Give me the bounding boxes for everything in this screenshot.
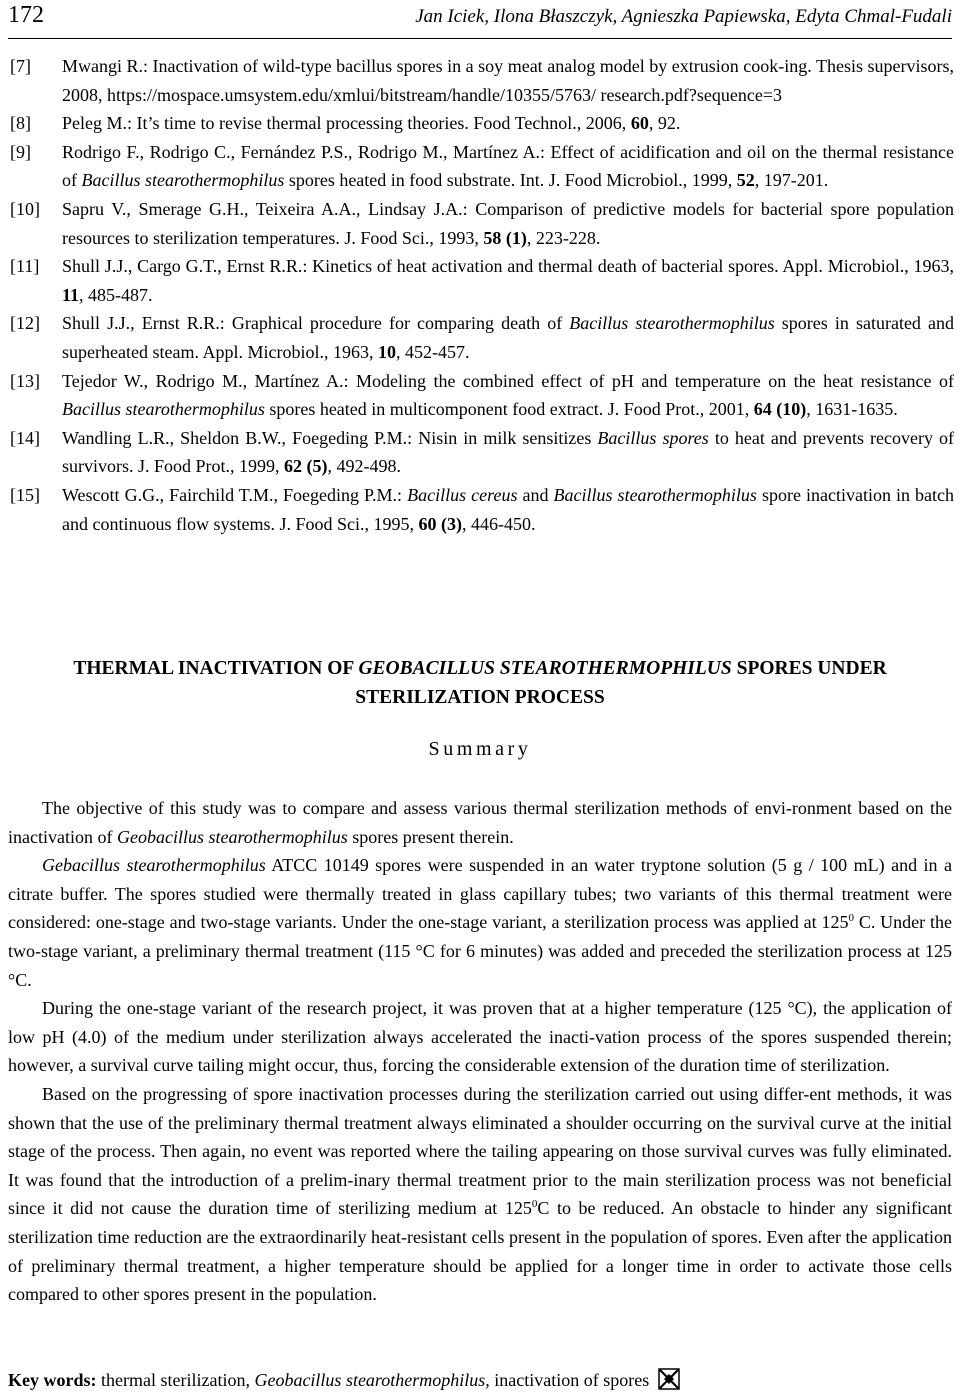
- text-segment: , 452-457.: [395, 341, 470, 362]
- keywords: [8, 1366, 952, 1394]
- italic-text: Gebacillus stearothermophilus: [42, 855, 266, 876]
- reference-entry: [10, 252, 954, 309]
- reference-entry: [10, 367, 954, 424]
- bold-text: 52: [736, 170, 755, 191]
- bold-text: 10: [377, 341, 396, 362]
- reference-number: [13]: [10, 370, 40, 391]
- italic-text: Bacillus stearothermophilus: [81, 170, 285, 191]
- abstract-paragraph: [8, 994, 952, 1080]
- text-segment: Mwangi R.: Inactivation of wild-type bacillus spores in a soy meat analog model by extrusion cook-ing. Thesis supervisors, 2008, https://mospace.umsystem.edu/xmlui/bitstream/handle/10355/5763/ research.pdf?sequence=3: [62, 56, 954, 105]
- italic-text: Bacillus stearothermophilus: [569, 313, 775, 334]
- italic-text: Geobacillus stearothermophilus: [116, 826, 348, 847]
- text-segment: spores heated in food substrate. Int. J. Food Microbiol., 1999,: [284, 170, 737, 191]
- reference-number: [7]: [10, 56, 31, 76]
- text-segment: to heat and prevents recovery of survivors. J. Food Prot., 1999,: [62, 427, 955, 477]
- bold-text: 64 (10): [753, 399, 807, 420]
- text-segment: Wescott G.G., Fairchild T.M., Foegeding P.M.:: [62, 484, 408, 505]
- reference-entry: [10, 309, 954, 366]
- reference-entry: [10, 195, 954, 252]
- bold-text: 60 (3): [418, 513, 463, 534]
- page-number: 172: [8, 2, 44, 28]
- text-segment: , 492-498.: [327, 456, 402, 477]
- reference-number: [10]: [10, 198, 40, 219]
- keywords-label: Key words:: [8, 1370, 97, 1390]
- title-line-2: STERILIZATION PROCESS: [355, 687, 605, 708]
- reference-entry: [10, 481, 954, 538]
- reference-number: [11]: [10, 256, 40, 277]
- reference-number: [8]: [10, 113, 31, 134]
- text-segment: Shull J.J., Ernst R.R.: Graphical procedure for comparing death of: [62, 313, 570, 334]
- text-segment: During the one-stage variant of the research project, it was proven that at a higher temperature (125 °C), the application of low pH (4.0) of the medium under sterilization always accelerated the inacti-vation process of the spores suspended therein; however, a survival curve tailing might occur, thus, forcing the considerable extension of the duration time of sterilization.: [8, 998, 952, 1076]
- title-part: SPORES UNDER: [731, 658, 887, 679]
- abstract-paragraph: [8, 1080, 952, 1309]
- reference-text: [62, 142, 954, 191]
- header-divider: [8, 38, 952, 39]
- text-segment: ATCC 10149 spores were suspended in an water tryptone solution (5 g / 100 mL) and in a citrate buffer. The spores studied were thermally treated in glass capillary tubes; two variants of this thermal treatment were considered: one-stage and two-stage variants. Under the one-stage variant, a sterilization process was applied at 125: [8, 855, 952, 933]
- end-mark-icon: [658, 1368, 680, 1390]
- text-segment: spores heated in multicomponent food extract. J. Food Prot., 2001,: [264, 399, 754, 420]
- text-segment: , 92.: [648, 113, 681, 134]
- abstract-paragraph: [8, 794, 952, 851]
- running-header: [8, 2, 952, 32]
- reference-text: [62, 313, 954, 362]
- italic-text: Bacillus stearothermophilus: [553, 484, 757, 505]
- running-header-authors: Jan Iciek, Ilona Błaszczyk, Agnieszka Papiewska, Edyta Chmal-Fudali: [415, 6, 952, 27]
- reference-text: [62, 256, 954, 305]
- reference-text: [62, 428, 954, 477]
- superscript: 0: [531, 1198, 538, 1211]
- text-segment: Rodrigo F., Rodrigo C., Fernández P.S., Rodrigo M., Martínez A.: Effect of acidification and oil on the thermal resistance of: [62, 141, 954, 191]
- text-segment: Tejedor W., Rodrigo M., Martínez A.: Modeling the combined effect of pH and temperature on the heat resistance of: [62, 370, 954, 391]
- text-segment: spore inactivation in batch and continuous flow systems. J. Food Sci., 1995,: [62, 484, 954, 534]
- text-segment: Wandling L.R., Sheldon B.W., Foegeding P.M.: Nisin in milk sensitizes: [62, 427, 598, 448]
- text-segment: and: [517, 484, 554, 505]
- text-segment: spores present therein.: [347, 826, 514, 847]
- text-segment: spores in saturated and superheated steam. Appl. Microbiol., 1963,: [62, 313, 955, 362]
- reference-number: [15]: [10, 484, 40, 505]
- reference-text: [62, 199, 954, 248]
- text-segment: , 223-228.: [526, 227, 601, 248]
- bold-text: 62 (5): [284, 456, 328, 477]
- reference-number: [12]: [10, 313, 40, 334]
- abstract: [8, 794, 952, 1309]
- text-segment: , 197-201.: [754, 170, 829, 191]
- bold-text: 11: [62, 284, 80, 305]
- summary-heading: Summary: [428, 738, 532, 760]
- reference-entry: [10, 109, 954, 138]
- text-segment: C. Under the two-stage variant, a preliminary thermal treatment (115 °C for 6 minutes) was added and preceded the sterilization process at 125 °C.: [8, 912, 952, 990]
- reference-number: [9]: [10, 141, 31, 162]
- text-segment: Sapru V., Smerage G.H., Teixeira A.A., Lindsay J.A.: Comparison of predictive models for bacterial spore population resources to sterilization temperatures. J. Food Sci., 1993,: [62, 198, 954, 248]
- keywords-text: inactivation of spores: [489, 1370, 650, 1390]
- text-segment: Peleg M.: It’s time to revise thermal processing theories. Food Technol., 2006,: [62, 113, 631, 134]
- text-segment: Based on the progressing of spore inactivation processes during the sterilization carried out using differ-ent methods, it was shown that the use of the preliminary thermal treatment always eliminated a shoulder occurring on the survival curve at the initial stage of the process. Then again, no event was reported where the tailing appearing on those survival curves was fully eliminated. It was found that the introduction of a prelim-inary thermal treatment prior to the main sterilization process was not beneficial since it did not cause the duration time of sterilizing medium at 125: [8, 1083, 952, 1219]
- reference-text: [62, 56, 954, 105]
- abstract-paragraph: [8, 851, 952, 994]
- bold-text: 58 (1): [483, 227, 527, 248]
- reference-entry: [10, 52, 954, 109]
- superscript: 0: [848, 912, 854, 925]
- italic-text: Bacillus spores: [597, 427, 709, 448]
- keywords-text: thermal sterilization,: [96, 1370, 255, 1390]
- text-segment: The objective of this study was to compare and assess various thermal sterilization methods of envi-ronment based on the inactivation of: [8, 798, 952, 847]
- reference-entry: [10, 138, 954, 195]
- text-segment: , 485-487.: [79, 284, 153, 305]
- reference-text: [62, 113, 680, 133]
- text-segment: C to be reduced. An obstacle to hinder any significant sterilization time reduction are the extraordinarily heat-resistant cells present in the population of spores. Even after the application of preliminary thermal treatment, a higher temperature should be applied for a longer time in order to activate those cells compared to other spores present in the population.: [8, 1198, 952, 1305]
- reference-number: [14]: [10, 427, 40, 448]
- italic-text: Bacillus stearothermophilus: [62, 399, 265, 420]
- article-title: [40, 654, 920, 712]
- italic-text: Bacillus cereus: [407, 484, 518, 505]
- reference-text: [62, 371, 954, 420]
- reference-text: [62, 485, 954, 534]
- bold-text: 60: [630, 113, 649, 134]
- title-organism-name: GEOBACILLUS STEAROTHERMOPHILUS: [358, 658, 732, 679]
- text-segment: , 446-450.: [462, 513, 536, 534]
- reference-list: [10, 52, 954, 538]
- title-part: THERMAL INACTIVATION OF: [73, 658, 359, 679]
- text-segment: , 1631-1635.: [806, 399, 898, 420]
- keywords-organism: Geobacillus stearothermophilus,: [254, 1370, 490, 1390]
- reference-entry: [10, 424, 954, 481]
- text-segment: Shull J.J., Cargo G.T., Ernst R.R.: Kinetics of heat activation and thermal death of bacterial spores. Appl. Microbiol., 1963,: [62, 256, 954, 277]
